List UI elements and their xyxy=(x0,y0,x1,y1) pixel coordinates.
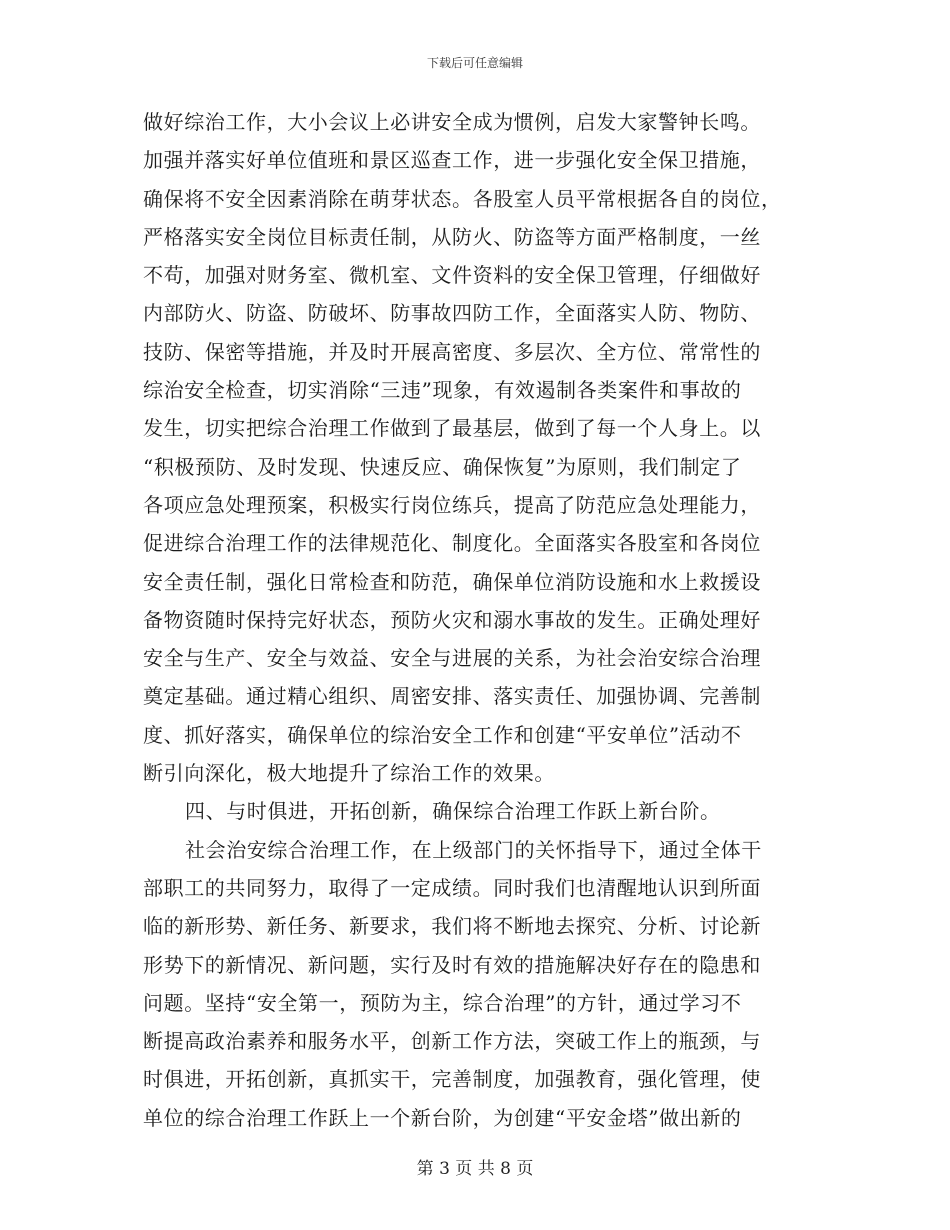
text-line: 发生，切实把综合治理工作做到了最基层，做到了每一个人身上。以 xyxy=(143,416,761,441)
text-line: 做好综治工作，大小会议上必讲安全成为惯例，启发大家警钟长鸣。 xyxy=(143,110,761,134)
text-line: 各项应急处理预案，积极实行岗位练兵，提高了防范应急处理能力， xyxy=(143,492,761,517)
text-line: 断提高政治素养和服务水平，创新工作方法，突破工作上的瓶颈，与 xyxy=(143,1029,761,1054)
text-line: 安全与生产、安全与效益、安全与进展的关系，为社会治安综合治理 xyxy=(143,646,761,671)
text-line: 临的新形势、新任务、新要求，我们将不断地去探究、分析、讨论新 xyxy=(143,914,761,939)
text-line: 综治安全检查，切实消除“三违”现象，有效遏制各类案件和事故的 xyxy=(143,378,742,403)
text-line: 备物资随时保持完好状态，预防火灾和溺水事故的发生。正确处理好 xyxy=(143,607,761,632)
text-line: 加强并落实好单位值班和景区巡查工作，进一步强化安全保卫措施， xyxy=(143,148,761,173)
text-line: 内部防火、防盗、防破坏、防事故四防工作，全面落实人防、物防、 xyxy=(143,301,761,326)
text-line: 奠定基础。通过精心组织、周密安排、落实责任、加强协调、完善制 xyxy=(143,684,761,709)
text-line: 严格落实安全岗位目标责任制，从防火、防盗等方面严格制度，一丝 xyxy=(143,224,761,249)
paragraph-first-line: 社会治安综合治理工作，在上级部门的关怀指导下，通过全体干 xyxy=(185,837,762,862)
text-line: 度、抓好落实，确保单位的综治安全工作和创建“平安单位”活动不 xyxy=(143,722,742,747)
text-line: 时俱进，开拓创新，真抓实干，完善制度，加强教育，强化管理，使 xyxy=(143,1067,761,1092)
text-line: 问题。坚持“安全第一，预防为主，综合治理”的方针，通过学习不 xyxy=(143,990,742,1015)
document-body xyxy=(143,103,808,1137)
section-heading: 四、与时俱进，开拓创新，确保综合治理工作跃上新台阶。 xyxy=(185,799,721,824)
text-line: 确保将不安全因素消除在萌芽状态。各股室人员平常根据各自的岗位， xyxy=(143,186,782,211)
text-line: 促进综合治理工作的法律规范化、制度化。全面落实各股室和各岗位 xyxy=(143,531,761,556)
page-header-note: 下载后可任意编辑 xyxy=(426,56,523,70)
text-line: 部职工的共同努力，取得了一定成绩。同时我们也清醒地认识到所面 xyxy=(143,875,761,900)
page-number: 第 3 页 共 8 页 xyxy=(416,1159,534,1179)
text-line: 形势下的新情况、新问题，实行及时有效的措施解决好存在的隐患和 xyxy=(143,952,761,977)
text-line: 单位的综合治理工作跃上一个新台阶，为创建“平安金塔”做出新的 xyxy=(143,1105,742,1130)
text-line: “积极预防、及时发现、快速反应、确保恢复”为原则，我们制定了 xyxy=(143,454,742,479)
text-line: 安全责任制，强化日常检查和防范，确保单位消防设施和水上救援设 xyxy=(143,569,761,594)
text-line: 技防、保密等措施，并及时开展高密度、多层次、全方位、常常性的 xyxy=(143,339,761,364)
text-line: 断引向深化，极大地提升了综治工作的效果。 xyxy=(143,761,555,786)
text-line: 不苟，加强对财务室、微机室、文件资料的安全保卫管理，仔细做好 xyxy=(143,263,761,288)
